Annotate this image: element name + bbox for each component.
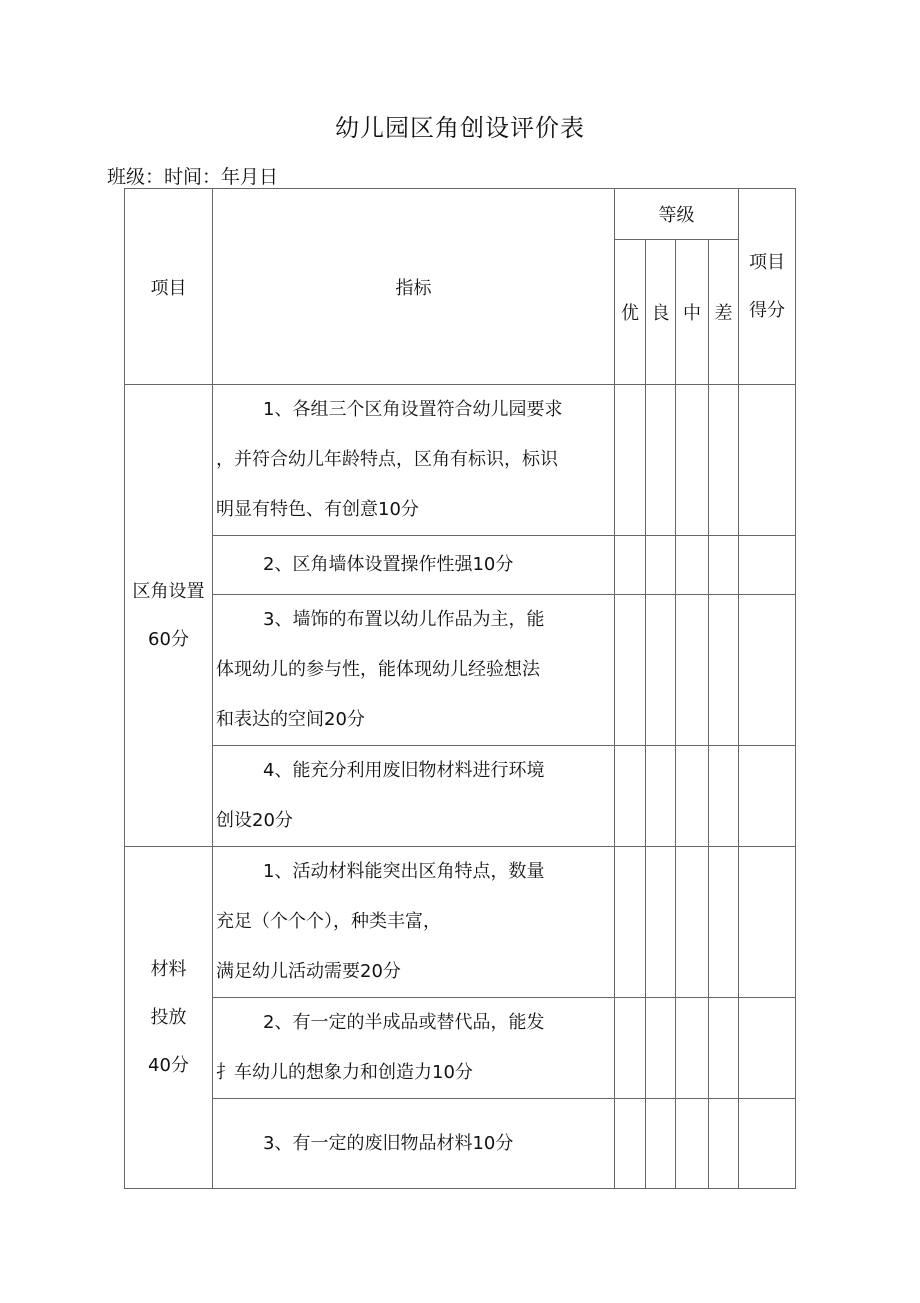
grade-cell[interactable] [676,746,709,847]
indicator-cell [213,536,615,595]
table-row [125,847,796,998]
grade-cell[interactable] [615,385,646,536]
score-cell[interactable] [739,385,796,536]
indicator-line: 1、活动材料能突出区角特点，数量 [263,861,545,882]
indicator-cell [213,595,615,746]
grade-cell[interactable] [615,746,646,847]
grade-cell[interactable] [615,998,646,1099]
indicator-line: 1、各组三个区角设置符合幼儿园要求 [263,399,563,420]
table-row [125,746,796,847]
indicator-line: 扌车幼儿的想象力和创造力10分 [216,1062,473,1083]
header-row [125,189,796,240]
header-indicator: 指标 [213,189,615,385]
grade-cell[interactable] [646,1099,676,1189]
page-title: 幼儿园区角创设评价表 [335,114,585,142]
grade-cell[interactable] [709,746,739,847]
grade-cell[interactable] [709,385,739,536]
category-area-setup [125,385,213,847]
grade-cell[interactable] [709,536,739,595]
grade-excellent: 优 [615,240,646,385]
category-materials [125,847,213,1189]
indicator-cell [213,847,615,998]
header-item: 项目 [125,189,213,385]
indicator-line: 和表达的空间20分 [216,709,365,730]
indicator-line: 满足幼儿活动需要20分 [216,961,401,982]
header-score-line2: 得分 [749,299,785,321]
indicator-line: 2、区角墙体设置操作性强10分 [263,554,514,575]
score-cell[interactable] [739,536,796,595]
grade-cell[interactable] [676,1099,709,1189]
header-grade: 等级 [615,189,739,240]
indicator-line: ，并符合幼儿年龄特点，区角有标识，标识 [216,449,558,470]
indicator-line: 3、墙饰的布置以幼儿作品为主，能 [263,609,545,630]
grade-cell[interactable] [646,847,676,998]
score-cell[interactable] [739,847,796,998]
grade-cell[interactable] [676,847,709,998]
indicator-line: 3、有一定的废旧物品材料10分 [263,1132,514,1154]
indicator-line: 2、有一定的半成品或替代品，能发 [263,1012,545,1033]
grade-cell[interactable] [615,536,646,595]
grade-cell[interactable] [646,536,676,595]
table-row [125,595,796,746]
grade-cell[interactable] [646,385,676,536]
indicator-line: 体现幼儿的参与性，能体现幼儿经验想法 [216,659,540,680]
score-cell[interactable] [739,998,796,1099]
indicator-line: 4、能充分利用废旧物材料进行环境 [263,760,545,781]
class-time-line: 班级：时间：年月日 [107,166,279,188]
grade-cell[interactable] [676,595,709,746]
table-row [125,385,796,536]
grade-cell[interactable] [676,385,709,536]
grade-cell[interactable] [615,1099,646,1189]
table-row [125,536,796,595]
grade-cell[interactable] [646,746,676,847]
grade-cell[interactable] [615,595,646,746]
grade-cell[interactable] [709,847,739,998]
category-points: 60分 [148,628,189,650]
grade-cell[interactable] [676,998,709,1099]
header-score-line1: 项目 [749,251,785,273]
indicator-cell [213,1099,615,1189]
grade-good: 良 [646,240,676,385]
grade-cell[interactable] [709,595,739,746]
evaluation-table [124,188,796,1189]
indicator-cell [213,385,615,536]
category-name-line2: 投放 [150,1006,187,1028]
table-row [125,998,796,1099]
grade-average: 中 [676,240,709,385]
grade-cell[interactable] [615,847,646,998]
category-name-line1: 材料 [150,958,187,980]
indicator-line: 创设20分 [216,810,293,831]
grade-cell[interactable] [676,536,709,595]
grade-cell[interactable] [709,1099,739,1189]
header-score [739,189,796,385]
grade-cell[interactable] [646,998,676,1099]
grade-poor: 差 [709,240,739,385]
grade-cell[interactable] [646,595,676,746]
indicator-cell [213,746,615,847]
indicator-line: 充足（个个个），种类丰富， [216,911,441,932]
grade-cell[interactable] [709,998,739,1099]
indicator-cell [213,998,615,1099]
category-points: 40分 [148,1054,189,1076]
category-name: 区角设置 [132,580,205,602]
indicator-line: 明显有特色、有创意10分 [216,499,419,520]
score-cell[interactable] [739,1099,796,1189]
score-cell[interactable] [739,746,796,847]
table-row [125,1099,796,1189]
score-cell[interactable] [739,595,796,746]
